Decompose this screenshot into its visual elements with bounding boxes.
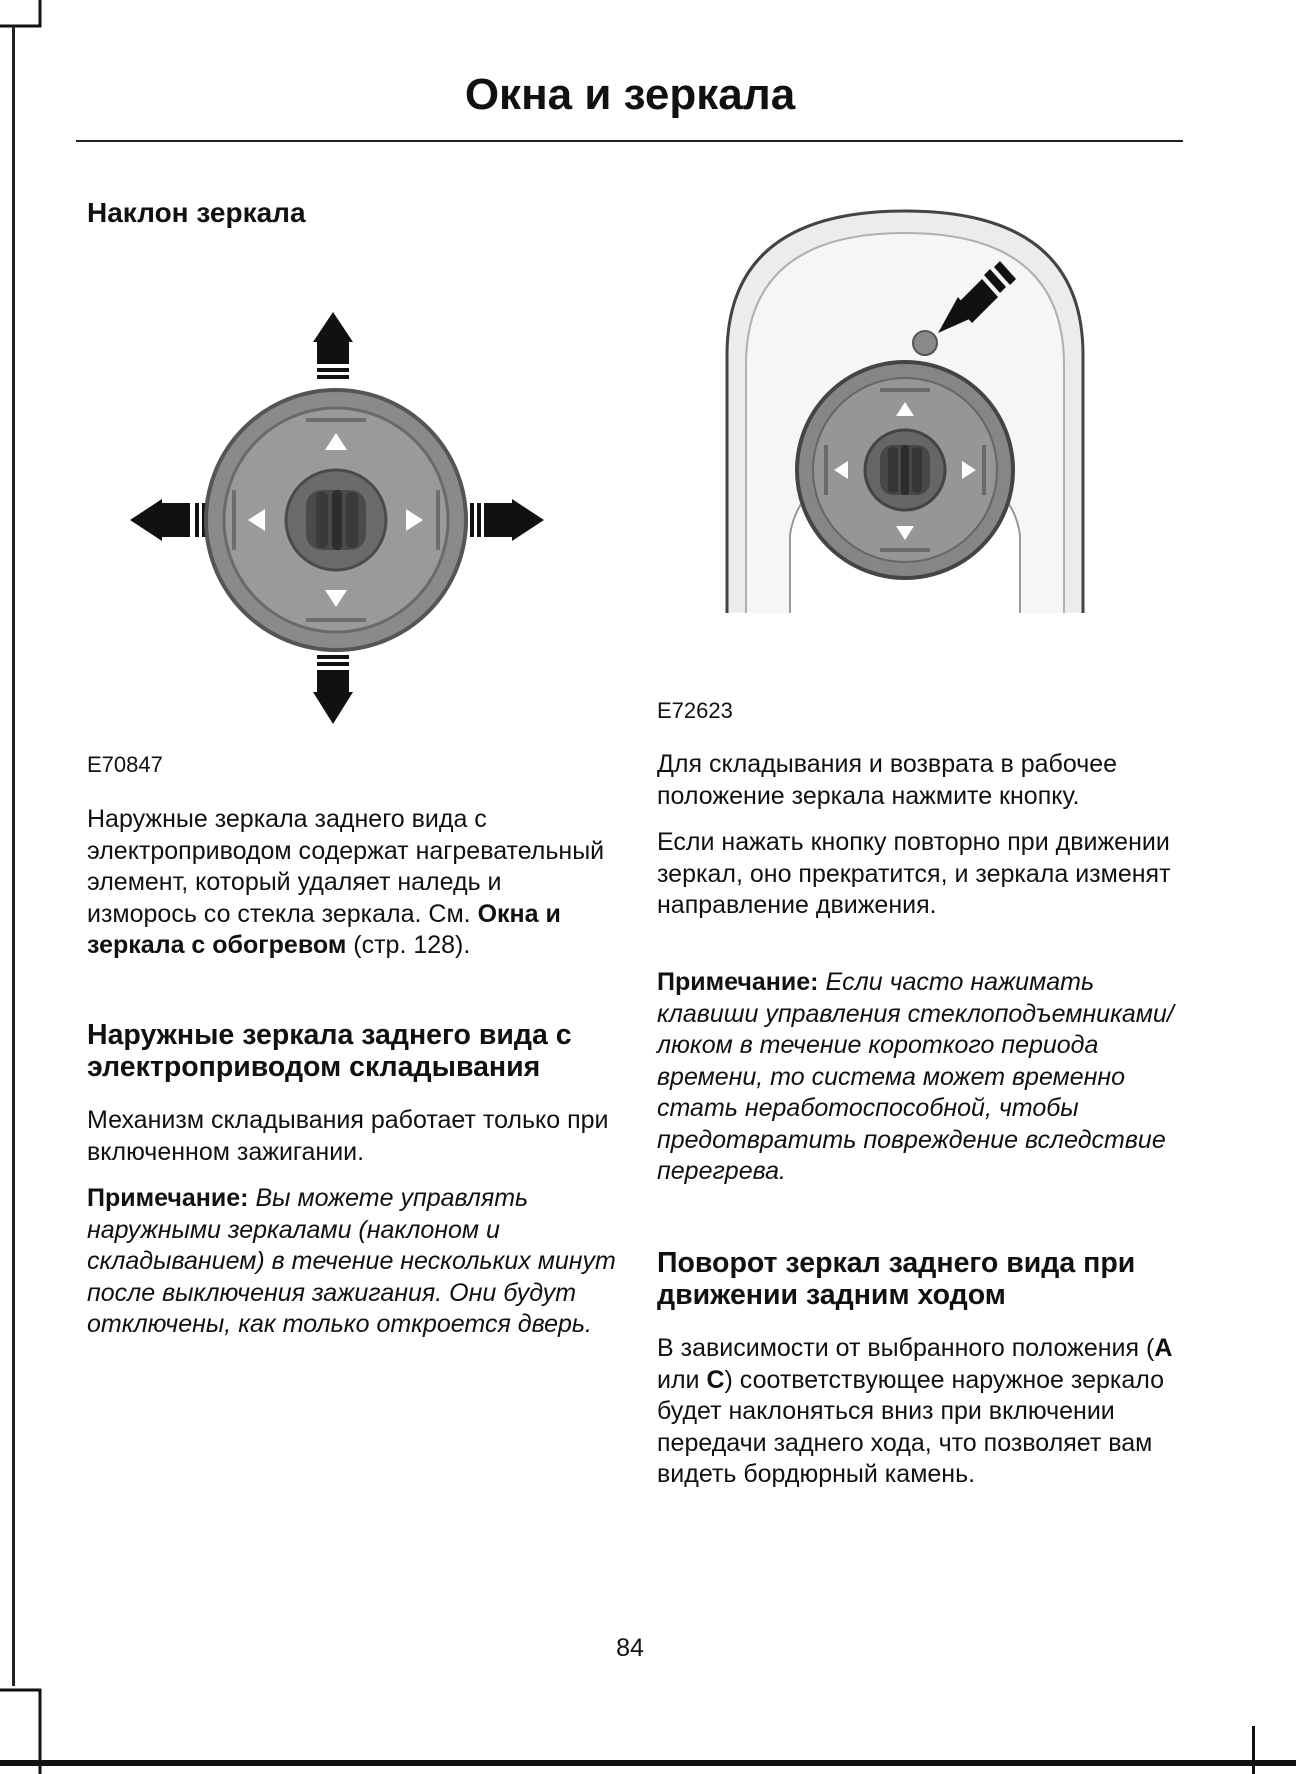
bottom-edge-line	[0, 1760, 1296, 1766]
note-text: Вы можете управлять наружными зеркалами (наклоном и складыванием) в течение нескольких минут после выключения зажигания. Они будут отключены, как только откроется дверь.	[87, 1184, 616, 1338]
section-heading-tilt: Наклон зеркала	[87, 197, 306, 228]
right-paragraph-1-wrap	[657, 749, 1197, 812]
note-window-controls	[657, 967, 1197, 1188]
page-title: Окна и зеркала	[464, 70, 796, 119]
page-number: 84	[616, 1634, 644, 1662]
note-text: Если часто нажимать клавиши управления стеклоподъемниками/люком в течение короткого периода времени, то система может временно стать неработоспособной, чтобы предотвратить повреждение вследствие перегрева.	[657, 968, 1174, 1185]
mirror-fold-button-figure	[720, 205, 1090, 615]
arrow-down-icon	[313, 655, 353, 724]
right-paragraph-3-wrap	[657, 1333, 1197, 1491]
paragraph-reverse-gear	[657, 1333, 1197, 1491]
position-a-label: A	[1154, 1334, 1173, 1362]
paragraph-repeat-press: Если нажать кнопку повторно при движении зеркал, оно прекратится, и зеркала изменят направление движения.	[657, 828, 1171, 919]
section-heading-folding-mirrors: Наружные зеркала заднего вида с электроприводом складывания	[87, 1019, 572, 1083]
arrow-up-icon	[313, 312, 353, 379]
figure-id-e70847: E70847	[87, 752, 163, 777]
note-label: Примечание:	[87, 1184, 249, 1212]
arrow-left-icon	[130, 499, 206, 541]
page-reference: (стр. 128).	[346, 931, 471, 959]
paragraph-folding-ignition: Механизм складывания работает только при включенном зажигании.	[87, 1106, 609, 1166]
right-paragraph-2-wrap	[657, 827, 1197, 922]
paragraph-text: ) соответствующее наружное зеркало будет наклоняться вниз при включении передачи заднего хода, что позволяет вам видеть бордюрный камень.	[657, 1365, 1165, 1488]
right-edge-mark	[1252, 1726, 1255, 1774]
header-divider	[76, 140, 1183, 142]
paragraph-text: В зависимости от выбранного положения (	[657, 1334, 1155, 1362]
position-c-label: C	[706, 1365, 725, 1394]
cross-reference-link[interactable]: Окна и зеркала с обогревом	[87, 899, 561, 959]
figure-id-e72623: E72623	[657, 698, 733, 723]
corner-mark-top-left	[0, 0, 50, 34]
right-heading-wrap	[657, 1247, 1197, 1311]
arrow-right-icon	[470, 499, 544, 541]
paragraph-heated-mirrors	[87, 804, 617, 962]
note-label: Примечание:	[657, 968, 819, 996]
right-fig-caption-wrap	[657, 698, 1197, 724]
section-heading-reverse-tilt: Поворот зеркал заднего вида при движении задним ходом	[657, 1247, 1136, 1311]
right-note-wrap	[657, 967, 1197, 1188]
left-paragraph-1-wrap	[87, 804, 617, 962]
left-heading-2-wrap	[87, 1019, 617, 1083]
left-edge-line	[12, 26, 15, 1686]
left-fig-caption-wrap	[87, 752, 617, 778]
left-paragraph-2-wrap	[87, 1105, 617, 1168]
paragraph-text: Наружные зеркала заднего вида с электроприводом содержат нагревательный элемент, который удаляет наледь и изморось со стекла зеркала. См.	[87, 805, 605, 928]
left-column	[87, 197, 617, 229]
note-mirror-control	[87, 1183, 617, 1341]
paragraph-fold-button: Для складывания и возврата в рабочее положение зеркала нажмите кнопку.	[657, 750, 1118, 810]
left-note-wrap	[87, 1183, 617, 1341]
paragraph-text: или	[657, 1365, 707, 1394]
fold-button-icon	[913, 331, 937, 355]
mirror-tilt-control-figure	[120, 300, 560, 740]
